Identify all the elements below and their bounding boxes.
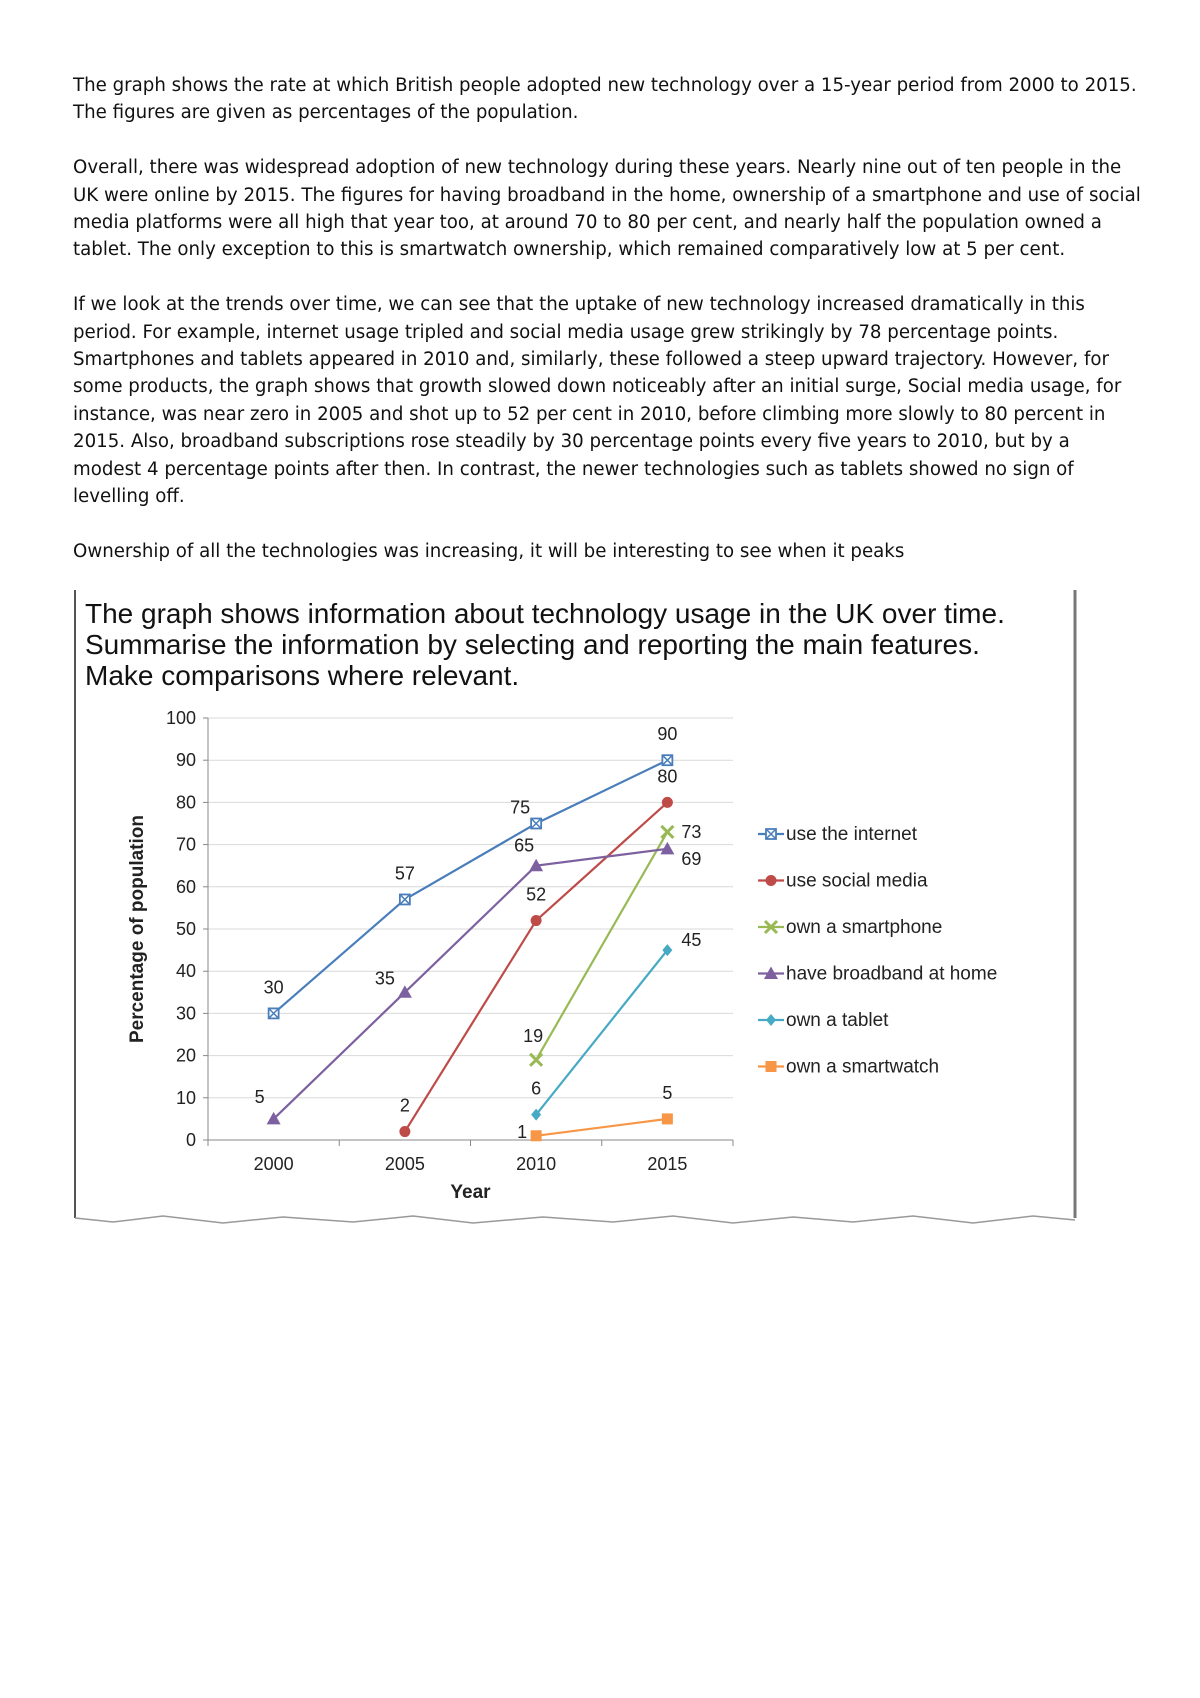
- legend-marker-use-the-internet: [766, 829, 776, 839]
- y-tick-label-30: 30: [175, 1003, 196, 1024]
- data-label-use-social-media-2015: 80: [657, 766, 678, 787]
- gridlines: [208, 718, 733, 1098]
- data-label-use-the-internet-2000: 30: [263, 977, 284, 998]
- data-label-own-a-smartwatch-2015: 5: [662, 1082, 673, 1103]
- legend-label-use-social-media: use social media: [786, 870, 928, 892]
- task-line-1: The graph shows information about technology usage in the UK over time.: [85, 598, 1005, 629]
- data-point-use-social-media-2010: [531, 915, 542, 926]
- data-label-have-broadband-at-home-2010: 65: [514, 835, 535, 856]
- essay-text: [73, 72, 1143, 593]
- series-lines: [255, 724, 702, 1142]
- legend-item-have-broadband-at-home: [758, 964, 997, 985]
- data-label-use-the-internet-2010: 75: [510, 797, 531, 818]
- data-label-have-broadband-at-home-2005: 35: [374, 968, 395, 989]
- legend-marker-own-a-tablet: [766, 1014, 776, 1026]
- y-tick-label-100: 100: [165, 708, 196, 728]
- legend-item-use-social-media: [758, 871, 928, 892]
- paragraph-intro: The graph shows the rate at which British people adopted new technology over a 15-year period from 2000 to 2015. The figures are given as percentages of the population.: [73, 75, 1137, 124]
- data-label-own-a-tablet-2010: 6: [531, 1078, 542, 1099]
- paragraph-trends: If we look at the trends over time, we can see that the uptake of new technology increased dramatically in this period. For example, internet usage tripled and social media usage grew strikingly by 78 percentage points. Smartphones and tablets appeared in 2010 and, similarly, these followed a steep upward trajectory. However, for some products, the graph shows that growth slowed down noticeably after an initial surge, Social media usage, for instance, was near zero in 2005 and shot up to 52 per cent in 2010, before climbing more slowly to 80 percent in 2015. Also, broadband subscriptions rose steadily by 30 percentage points every five years to 2010, but by a modest 4 percentage points after then. In contrast, the newer technologies such as tablets showed no sign of levelling off.: [73, 294, 1122, 508]
- series-have-broadband-at-home: [255, 836, 702, 1125]
- data-label-own-a-smartphone-2015: 73: [681, 821, 702, 842]
- legend: [758, 824, 997, 1078]
- y-tick-label-0: 0: [185, 1130, 196, 1150]
- data-label-have-broadband-at-home-2015: 69: [681, 848, 702, 869]
- series-line-have-broadband-at-home: [274, 849, 668, 1119]
- data-point-own-a-smartwatch-2010: [531, 1130, 542, 1141]
- data-point-use-the-internet-2000: [269, 1008, 279, 1018]
- legend-item-own-a-smartwatch: [758, 1057, 939, 1078]
- paragraph-conclusion: Ownership of all the technologies was increasing, it will be interesting to see when it peaks: [73, 540, 905, 562]
- data-point-own-a-smartphone-2015: [661, 826, 673, 838]
- y-tick-label-90: 90: [175, 750, 196, 771]
- legend-label-have-broadband-at-home: have broadband at home: [786, 963, 998, 985]
- data-label-use-the-internet-2015: 90: [657, 724, 678, 745]
- task-figure: [73, 590, 1079, 1228]
- series-line-own-a-smartwatch: [536, 1119, 667, 1136]
- legend-marker-use-social-media: [766, 875, 777, 886]
- series-line-own-a-smartphone: [536, 832, 667, 1060]
- series-use-the-internet: [264, 724, 678, 1018]
- legend-item-use-the-internet: [758, 824, 918, 845]
- x-axis-title: Year: [450, 1182, 491, 1203]
- task-line-2: Summarise the information by selecting and reporting the main features.: [85, 629, 980, 660]
- y-tick-label-60: 60: [175, 876, 196, 897]
- line-chart: [73, 590, 1079, 1228]
- data-label-have-broadband-at-home-2000: 5: [254, 1086, 265, 1107]
- x-tick-label-2005: 2005: [384, 1154, 425, 1174]
- data-label-own-a-smartphone-2010: 19: [523, 1025, 544, 1046]
- data-point-use-social-media-2015: [662, 797, 673, 808]
- task-line-3: Make comparisons where relevant.: [85, 660, 520, 691]
- data-label-own-a-tablet-2015: 45: [681, 930, 702, 951]
- legend-item-own-a-tablet: [758, 1010, 889, 1031]
- y-axis-title: Percentage of population: [127, 814, 148, 1044]
- axes: [166, 708, 733, 1174]
- data-point-own-a-smartwatch-2015: [662, 1113, 673, 1124]
- torn-bottom-edge: [75, 1216, 1075, 1223]
- data-label-use-social-media-2005: 2: [399, 1095, 410, 1116]
- legend-marker-own-a-smartwatch: [766, 1061, 777, 1072]
- data-label-use-the-internet-2005: 57: [394, 863, 415, 884]
- y-tick-label-80: 80: [175, 792, 196, 813]
- paragraph-overview: Overall, there was widespread adoption of new technology during these years. Nearly nine out of ten people in the UK were online by 2015. The figures for having broadband in the home, ownership of a smartphone and use of social media platforms were all high that year too, at around 70 to 80 per cent, and nearly half the population owned a tablet. The only exception to this is smartwatch ownership, which remained comparatively low at 5 per cent.: [73, 157, 1141, 261]
- data-point-use-the-internet-2005: [400, 894, 410, 904]
- x-tick-label-2010: 2010: [516, 1154, 557, 1174]
- y-tick-label-20: 20: [175, 1045, 196, 1066]
- series-own-a-smartphone: [523, 822, 701, 1066]
- data-point-use-the-internet-2015: [662, 755, 672, 765]
- data-point-have-broadband-at-home-2015: [660, 842, 674, 855]
- legend-label-use-the-internet: use the internet: [786, 824, 917, 845]
- y-tick-label-10: 10: [175, 1087, 196, 1108]
- legend-label-own-a-smartwatch: own a smartwatch: [786, 1056, 940, 1078]
- y-tick-label-70: 70: [175, 834, 196, 855]
- legend-item-own-a-smartphone: [758, 917, 942, 938]
- x-tick-label-2000: 2000: [253, 1154, 294, 1174]
- y-tick-label-50: 50: [175, 919, 196, 939]
- data-label-own-a-smartwatch-2010: 1: [517, 1121, 528, 1142]
- legend-label-own-a-tablet: own a tablet: [786, 1010, 889, 1031]
- x-tick-label-2015: 2015: [647, 1154, 688, 1174]
- data-label-use-social-media-2010: 52: [526, 884, 547, 905]
- legend-label-own-a-smartphone: own a smartphone: [786, 917, 943, 938]
- series-line-own-a-tablet: [536, 950, 667, 1115]
- data-point-use-social-media-2005: [399, 1126, 410, 1137]
- y-tick-label-40: 40: [175, 961, 196, 982]
- data-point-use-the-internet-2010: [531, 819, 541, 829]
